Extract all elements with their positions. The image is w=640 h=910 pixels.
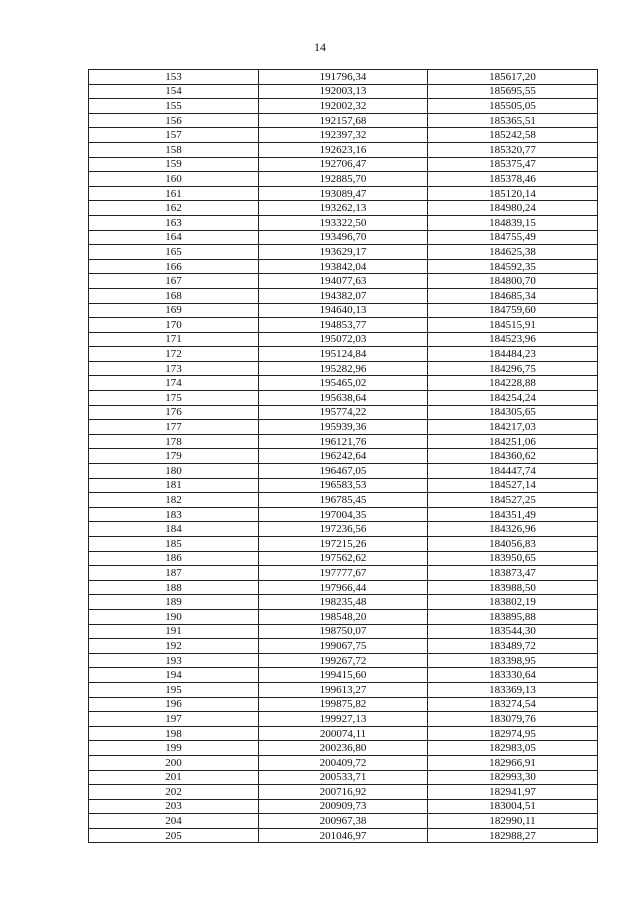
x-coordinate-cell: 198548,20: [259, 609, 428, 624]
x-coordinate-cell: 192706,47: [259, 157, 428, 172]
table-row: [89, 201, 598, 216]
x-coordinate-cell: 194640,13: [259, 303, 428, 318]
y-coordinate-cell: 183802,19: [428, 595, 598, 610]
y-coordinate-cell: 183004,51: [428, 799, 598, 814]
y-coordinate-cell: 182990,11: [428, 814, 598, 829]
x-coordinate-cell: 193842,04: [259, 259, 428, 274]
x-coordinate-cell: 199067,75: [259, 639, 428, 654]
point-number-cell: 163: [89, 215, 259, 230]
point-number-cell: 176: [89, 405, 259, 420]
point-number-cell: 155: [89, 99, 259, 114]
point-number-cell: 178: [89, 434, 259, 449]
x-coordinate-cell: 194077,63: [259, 274, 428, 289]
x-coordinate-cell: 200236,80: [259, 741, 428, 756]
point-number-cell: 158: [89, 142, 259, 157]
y-coordinate-cell: 183873,47: [428, 566, 598, 581]
y-coordinate-cell: 184351,49: [428, 507, 598, 522]
x-coordinate-cell: 199415,60: [259, 668, 428, 683]
y-coordinate-cell: 185695,55: [428, 84, 598, 99]
table-row: [89, 113, 598, 128]
y-coordinate-cell: 183988,50: [428, 580, 598, 595]
y-coordinate-cell: 184447,74: [428, 464, 598, 479]
table-row: [89, 493, 598, 508]
point-number-cell: 156: [89, 113, 259, 128]
table-row: [89, 726, 598, 741]
x-coordinate-cell: 197562,62: [259, 551, 428, 566]
point-number-cell: 203: [89, 799, 259, 814]
point-number-cell: 154: [89, 84, 259, 99]
point-number-cell: 201: [89, 770, 259, 785]
y-coordinate-cell: 184484,23: [428, 347, 598, 362]
point-number-cell: 197: [89, 712, 259, 727]
table-row: [89, 361, 598, 376]
y-coordinate-cell: 185375,47: [428, 157, 598, 172]
x-coordinate-cell: 192397,32: [259, 128, 428, 143]
point-number-cell: 180: [89, 464, 259, 479]
x-coordinate-cell: 197966,44: [259, 580, 428, 595]
y-coordinate-cell: 183895,88: [428, 609, 598, 624]
point-number-cell: 188: [89, 580, 259, 595]
point-number-cell: 162: [89, 201, 259, 216]
x-coordinate-cell: 193496,70: [259, 230, 428, 245]
y-coordinate-cell: 185505,05: [428, 99, 598, 114]
x-coordinate-cell: 200967,38: [259, 814, 428, 829]
y-coordinate-cell: 184296,75: [428, 361, 598, 376]
point-number-cell: 199: [89, 741, 259, 756]
table-row: [89, 624, 598, 639]
y-coordinate-cell: 182974,95: [428, 726, 598, 741]
table-row: [89, 799, 598, 814]
table-row: [89, 770, 598, 785]
x-coordinate-cell: 200533,71: [259, 770, 428, 785]
point-number-cell: 204: [89, 814, 259, 829]
y-coordinate-cell: 184254,24: [428, 391, 598, 406]
table-row: [89, 128, 598, 143]
point-number-cell: 189: [89, 595, 259, 610]
y-coordinate-cell: 185320,77: [428, 142, 598, 157]
y-coordinate-cell: 183544,30: [428, 624, 598, 639]
point-number-cell: 205: [89, 828, 259, 843]
point-number-cell: 161: [89, 186, 259, 201]
table-row: [89, 99, 598, 114]
table-row: [89, 405, 598, 420]
table-row: [89, 332, 598, 347]
y-coordinate-cell: 183398,95: [428, 653, 598, 668]
x-coordinate-cell: 194853,77: [259, 318, 428, 333]
x-coordinate-cell: 199613,27: [259, 682, 428, 697]
point-number-cell: 166: [89, 259, 259, 274]
table-row: [89, 755, 598, 770]
y-coordinate-cell: 185120,14: [428, 186, 598, 201]
table-row: [89, 682, 598, 697]
table-row: [89, 478, 598, 493]
x-coordinate-cell: 200074,11: [259, 726, 428, 741]
point-number-cell: 175: [89, 391, 259, 406]
y-coordinate-cell: 184592,35: [428, 259, 598, 274]
point-number-cell: 193: [89, 653, 259, 668]
x-coordinate-cell: 198235,48: [259, 595, 428, 610]
table-row: [89, 653, 598, 668]
point-number-cell: 186: [89, 551, 259, 566]
point-number-cell: 159: [89, 157, 259, 172]
table-row: [89, 464, 598, 479]
y-coordinate-cell: 182941,97: [428, 785, 598, 800]
table-row: [89, 303, 598, 318]
y-coordinate-cell: 185617,20: [428, 70, 598, 85]
table-row: [89, 697, 598, 712]
coordinates-table: [88, 69, 598, 843]
table-row: [89, 522, 598, 537]
point-number-cell: 185: [89, 537, 259, 552]
x-coordinate-cell: 193262,13: [259, 201, 428, 216]
y-coordinate-cell: 184980,24: [428, 201, 598, 216]
table-row: [89, 186, 598, 201]
y-coordinate-cell: 184685,34: [428, 288, 598, 303]
point-number-cell: 170: [89, 318, 259, 333]
point-number-cell: 187: [89, 566, 259, 581]
point-number-cell: 184: [89, 522, 259, 537]
x-coordinate-cell: 195465,02: [259, 376, 428, 391]
y-coordinate-cell: 184755,49: [428, 230, 598, 245]
point-number-cell: 190: [89, 609, 259, 624]
point-number-cell: 195: [89, 682, 259, 697]
x-coordinate-cell: 196583,53: [259, 478, 428, 493]
x-coordinate-cell: 196467,05: [259, 464, 428, 479]
point-number-cell: 172: [89, 347, 259, 362]
x-coordinate-cell: 195124,84: [259, 347, 428, 362]
point-number-cell: 198: [89, 726, 259, 741]
y-coordinate-cell: 185242,58: [428, 128, 598, 143]
x-coordinate-cell: 196785,45: [259, 493, 428, 508]
x-coordinate-cell: 199927,13: [259, 712, 428, 727]
y-coordinate-cell: 184839,15: [428, 215, 598, 230]
table-row: [89, 434, 598, 449]
table-row: [89, 785, 598, 800]
table-row: [89, 347, 598, 362]
x-coordinate-cell: 193322,50: [259, 215, 428, 230]
point-number-cell: 164: [89, 230, 259, 245]
point-number-cell: 183: [89, 507, 259, 522]
table-row: [89, 580, 598, 595]
table-row: [89, 142, 598, 157]
table-row: [89, 828, 598, 843]
point-number-cell: 196: [89, 697, 259, 712]
table-row: [89, 712, 598, 727]
x-coordinate-cell: 195939,36: [259, 420, 428, 435]
point-number-cell: 167: [89, 274, 259, 289]
point-number-cell: 202: [89, 785, 259, 800]
y-coordinate-cell: 184228,88: [428, 376, 598, 391]
x-coordinate-cell: 195072,03: [259, 332, 428, 347]
x-coordinate-cell: 195282,96: [259, 361, 428, 376]
x-coordinate-cell: 193089,47: [259, 186, 428, 201]
y-coordinate-cell: 184360,62: [428, 449, 598, 464]
y-coordinate-cell: 183330,64: [428, 668, 598, 683]
x-coordinate-cell: 198750,07: [259, 624, 428, 639]
y-coordinate-cell: 185378,46: [428, 172, 598, 187]
y-coordinate-cell: 184527,14: [428, 478, 598, 493]
x-coordinate-cell: 192623,16: [259, 142, 428, 157]
y-coordinate-cell: 183950,65: [428, 551, 598, 566]
point-number-cell: 157: [89, 128, 259, 143]
point-number-cell: 177: [89, 420, 259, 435]
y-coordinate-cell: 184056,83: [428, 537, 598, 552]
y-coordinate-cell: 184515,91: [428, 318, 598, 333]
y-coordinate-cell: 182966,91: [428, 755, 598, 770]
point-number-cell: 179: [89, 449, 259, 464]
table-row: [89, 507, 598, 522]
table-row: [89, 537, 598, 552]
table-row: [89, 259, 598, 274]
x-coordinate-cell: 192157,68: [259, 113, 428, 128]
x-coordinate-cell: 197004,35: [259, 507, 428, 522]
table-row: [89, 639, 598, 654]
coordinates-table-body: [89, 70, 598, 843]
table-row: [89, 449, 598, 464]
x-coordinate-cell: 199875,82: [259, 697, 428, 712]
point-number-cell: 171: [89, 332, 259, 347]
y-coordinate-cell: 184625,38: [428, 245, 598, 260]
table-row: [89, 814, 598, 829]
y-coordinate-cell: 182983,05: [428, 741, 598, 756]
point-number-cell: 174: [89, 376, 259, 391]
x-coordinate-cell: 194382,07: [259, 288, 428, 303]
point-number-cell: 182: [89, 493, 259, 508]
y-coordinate-cell: 183274,54: [428, 697, 598, 712]
y-coordinate-cell: 184217,03: [428, 420, 598, 435]
x-coordinate-cell: 191796,34: [259, 70, 428, 85]
table-row: [89, 566, 598, 581]
point-number-cell: 192: [89, 639, 259, 654]
x-coordinate-cell: 197777,67: [259, 566, 428, 581]
y-coordinate-cell: 183369,13: [428, 682, 598, 697]
y-coordinate-cell: 184523,96: [428, 332, 598, 347]
x-coordinate-cell: 192002,32: [259, 99, 428, 114]
y-coordinate-cell: 183489,72: [428, 639, 598, 654]
x-coordinate-cell: 192885,70: [259, 172, 428, 187]
table-row: [89, 172, 598, 187]
point-number-cell: 191: [89, 624, 259, 639]
point-number-cell: 169: [89, 303, 259, 318]
point-number-cell: 173: [89, 361, 259, 376]
table-row: [89, 245, 598, 260]
point-number-cell: 165: [89, 245, 259, 260]
table-row: [89, 420, 598, 435]
table-row: [89, 391, 598, 406]
point-number-cell: 200: [89, 755, 259, 770]
table-row: [89, 551, 598, 566]
y-coordinate-cell: 182988,27: [428, 828, 598, 843]
table-row: [89, 318, 598, 333]
x-coordinate-cell: 197236,56: [259, 522, 428, 537]
table-row: [89, 288, 598, 303]
table-row: [89, 215, 598, 230]
table-row: [89, 157, 598, 172]
point-number-cell: 168: [89, 288, 259, 303]
point-number-cell: 181: [89, 478, 259, 493]
x-coordinate-cell: 201046,97: [259, 828, 428, 843]
y-coordinate-cell: 182993,30: [428, 770, 598, 785]
table-row: [89, 668, 598, 683]
x-coordinate-cell: 195638,64: [259, 391, 428, 406]
y-coordinate-cell: 184305,65: [428, 405, 598, 420]
y-coordinate-cell: 184800,70: [428, 274, 598, 289]
table-row: [89, 376, 598, 391]
y-coordinate-cell: 184527,25: [428, 493, 598, 508]
table-row: [89, 230, 598, 245]
table-row: [89, 84, 598, 99]
x-coordinate-cell: 197215,26: [259, 537, 428, 552]
x-coordinate-cell: 195774,22: [259, 405, 428, 420]
point-number-cell: 194: [89, 668, 259, 683]
x-coordinate-cell: 193629,17: [259, 245, 428, 260]
x-coordinate-cell: 200716,92: [259, 785, 428, 800]
x-coordinate-cell: 192003,13: [259, 84, 428, 99]
table-row: [89, 609, 598, 624]
y-coordinate-cell: 183079,76: [428, 712, 598, 727]
y-coordinate-cell: 184251,06: [428, 434, 598, 449]
x-coordinate-cell: 199267,72: [259, 653, 428, 668]
y-coordinate-cell: 185365,51: [428, 113, 598, 128]
x-coordinate-cell: 200409,72: [259, 755, 428, 770]
table-row: [89, 70, 598, 85]
page-number: 14: [314, 40, 326, 54]
point-number-cell: 153: [89, 70, 259, 85]
x-coordinate-cell: 196242,64: [259, 449, 428, 464]
x-coordinate-cell: 196121,76: [259, 434, 428, 449]
table-row: [89, 274, 598, 289]
y-coordinate-cell: 184326,96: [428, 522, 598, 537]
table-row: [89, 595, 598, 610]
point-number-cell: 160: [89, 172, 259, 187]
y-coordinate-cell: 184759,60: [428, 303, 598, 318]
x-coordinate-cell: 200909,73: [259, 799, 428, 814]
table-row: [89, 741, 598, 756]
